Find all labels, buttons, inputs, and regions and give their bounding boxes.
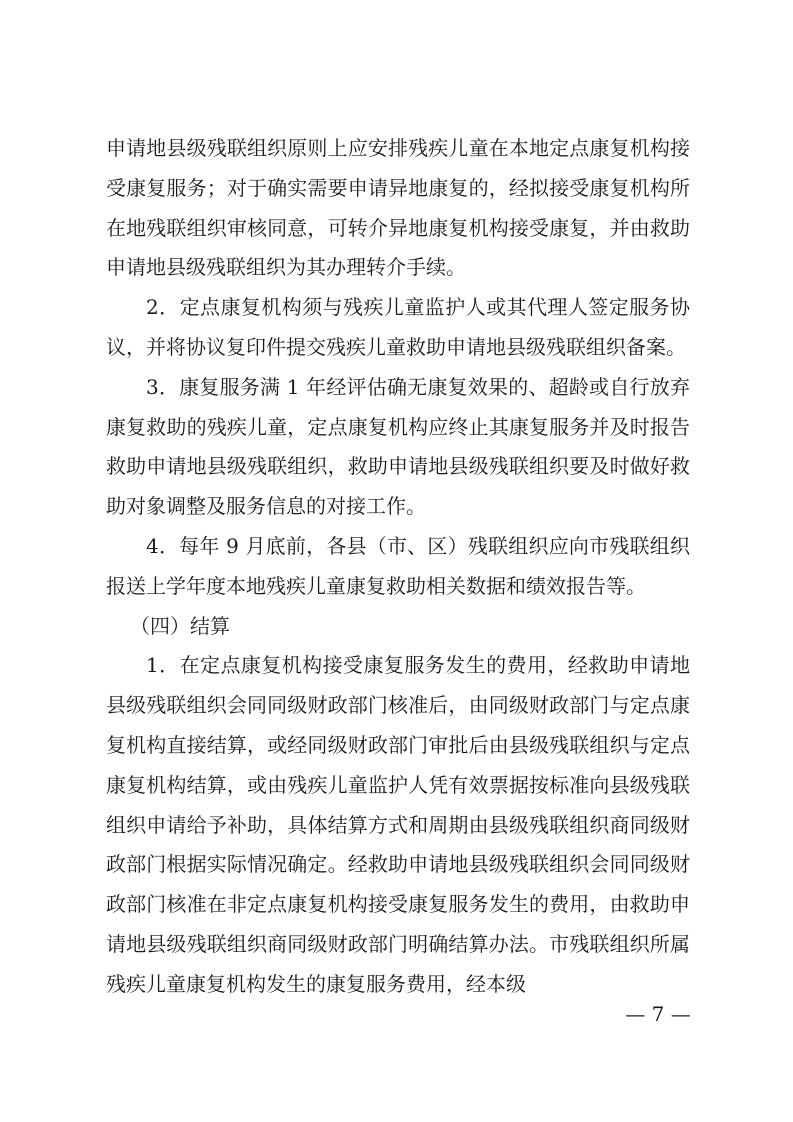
section-heading-settlement: （四）结算: [130, 613, 230, 638]
page-number: — 7 —: [625, 1002, 691, 1026]
paragraph-item-2: 2．定点康复机构须与残疾儿童监护人或其代理人签定服务协议，并将协议复印件提交残疾儿童救助申请地县级残联组织备案。: [106, 295, 690, 359]
document-body: [106, 129, 690, 1005]
paragraph-settlement-item-1: 1．在定点康复机构接受康复服务发生的费用，经救助申请地县级残联组织会同同级财政部门核准后，由同级财政部门与定点康复机构直接结算，或经同级财政部门审批后由县级残联组织与定点康复机构结算，或由残疾儿童监护人凭有效票据按标准向县级残联组织申请给予补助，具体结算方式和周期由县级残联组织商同级财政部门根据实际情况确定。经救助申请地县级残联组织会同同级财政部门核准在非定点康复机构接受康复服务发生的费用，由救助申请地县级残联组织商同级财政部门明确结算办法。市残联组织所属残疾儿童康复机构发生的康复服务费用，经本级: [106, 653, 690, 996]
paragraph-item-4: 4．每年 9 月底前，各县（市、区）残联组织应向市残联组织报送上学年度本地残疾儿童康复救助相关数据和绩效报告等。: [106, 533, 690, 598]
paragraph-transfer-procedure: 申请地县级残联组织原则上应安排残疾儿童在本地定点康复机构接受康复服务；对于确实需要申请异地康复的，经拟接受康复机构所在地残联组织审核同意，可转介异地康复机构接受康复，并由救助申请地县级残联组织为其办理转介手续。: [106, 136, 690, 280]
paragraph-item-3: 3．康复服务满 1 年经评估确无康复效果的、超龄或自行放弃康复救助的残疾儿童，定点康复机构应终止其康复服务并及时报告救助申请地县级残联组织，救助申请地县级残联组织要及时做好救助对象调整及服务信息的对接工作。: [106, 374, 690, 519]
